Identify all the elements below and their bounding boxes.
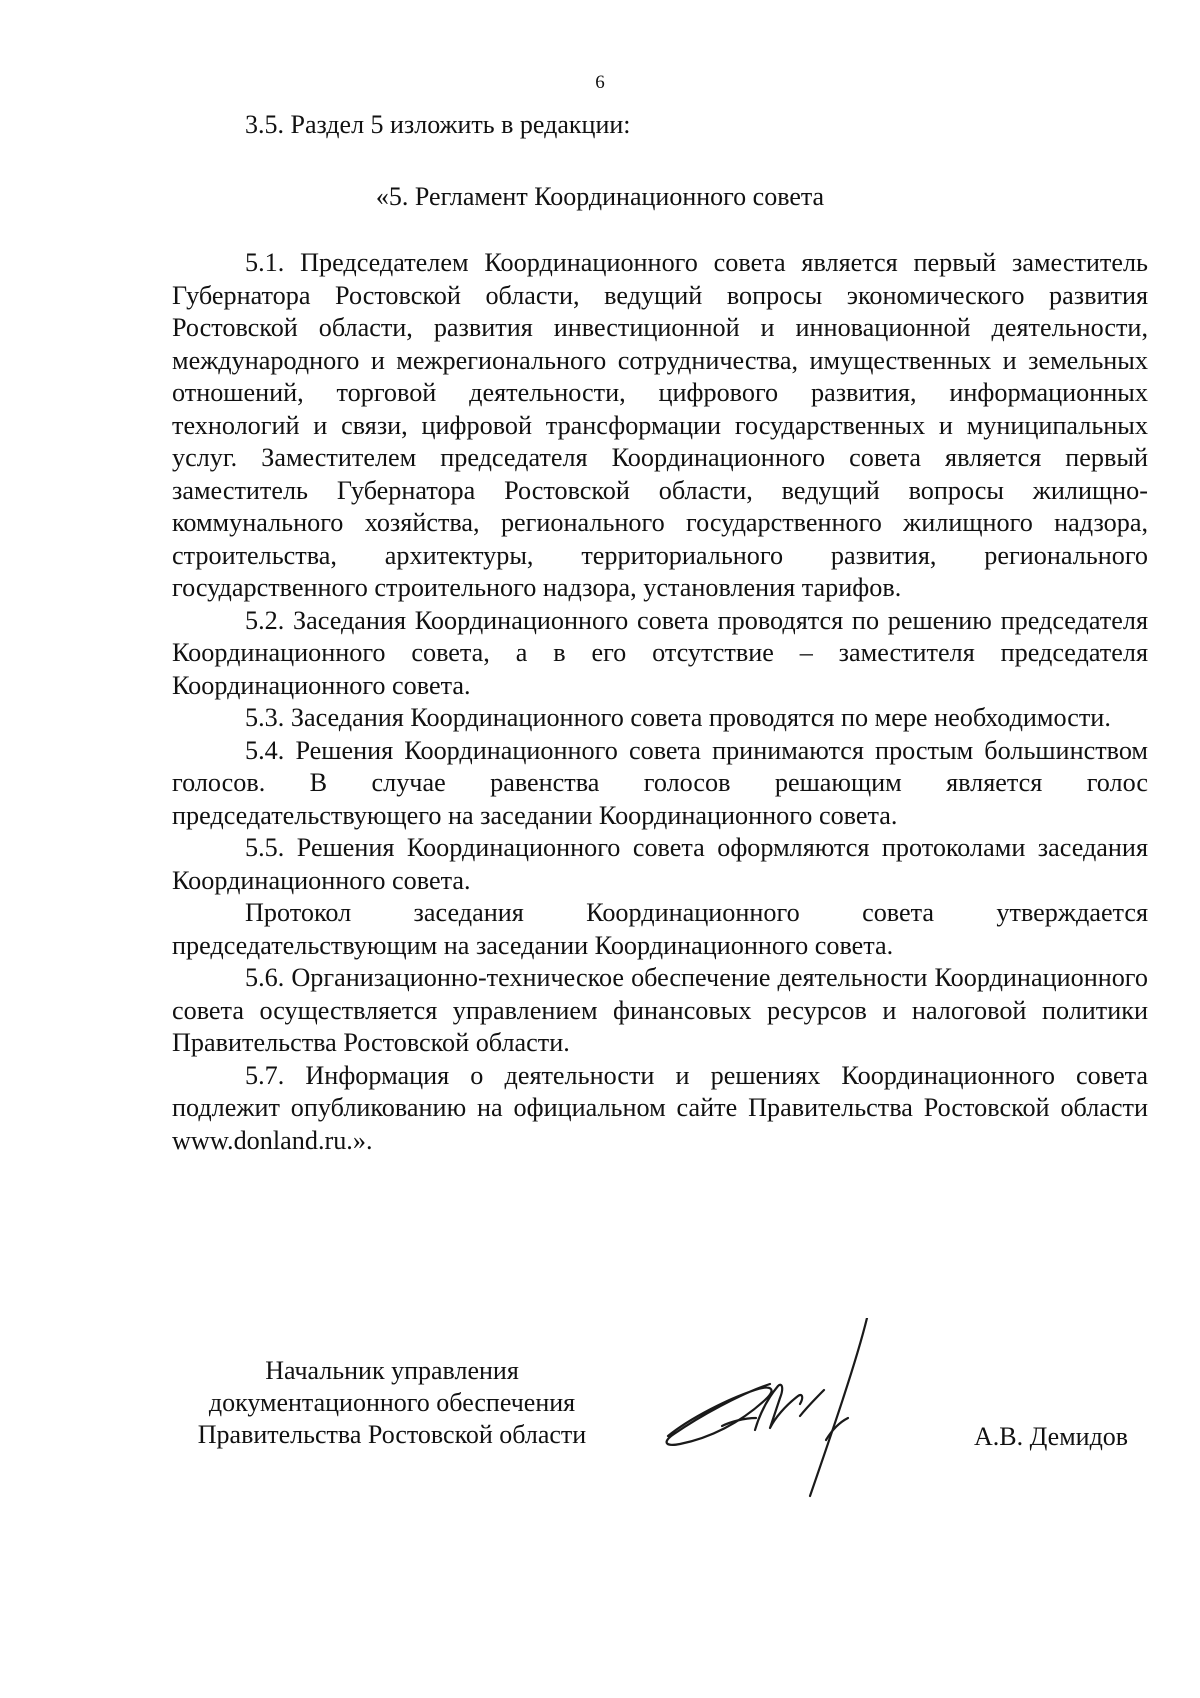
intro-line: 3.5. Раздел 5 изложить в редакции: bbox=[245, 110, 631, 139]
signer-name: А.В. Демидов bbox=[974, 1422, 1129, 1451]
document-body bbox=[172, 247, 1148, 1157]
paragraph-protocol: Протокол заседания Координационного совета утверждается председательствующим на заседании Координационного совета. bbox=[172, 898, 1148, 960]
paragraph-5-7: 5.7. Информация о деятельности и решениях Координационного совета подлежит опубликованию на официальном сайте Правительства Ростовской области www.donland.ru.». bbox=[172, 1060, 1148, 1155]
paragraph-5-1: 5.1. Председателем Координационного совета является первый заместитель Губернатора Ростовской области, ведущий вопросы экономического развития Ростовской области, развития инвестиционной и инновационной деятельности, международного и межрегионального сотрудничества, имущественных и земельных отношений, торговой деятельности, цифрового развития, информационных технологий и связи, цифровой трансформации государственных и муниципальных услуг. Заместителем председателя Координационного совета является первый заместитель Губернатора Ростовской области, ведущий вопросы жилищно-коммунального хозяйства, регионального государственного жилищного надзора, строительства, архитектуры, территориального развития, регионального государственного строительного надзора, установления тарифов. bbox=[172, 248, 1148, 602]
handwritten-signature-icon bbox=[660, 1318, 960, 1508]
position-line: документационного обеспечения bbox=[208, 1388, 576, 1417]
paragraph-5-3: 5.3. Заседания Координационного совета проводятся по мере необходимости. bbox=[245, 703, 1111, 732]
position-line: Начальник управления bbox=[265, 1356, 519, 1385]
page-number: 6 bbox=[595, 72, 605, 93]
paragraph-5-5: 5.5. Решения Координационного совета оформляются протоколами заседания Координационного совета. bbox=[172, 833, 1148, 895]
position-line: Правительства Ростовской области bbox=[197, 1420, 587, 1449]
paragraph-5-2: 5.2. Заседания Координационного совета проводятся по решению председателя Координационного совета, а в его отсутствие – заместителя председателя Координационного совета. bbox=[172, 605, 1148, 700]
paragraph-5-4: 5.4. Решения Координационного совета принимаются простым большинством голосов. В случае равенства голосов решающим является голос председательствующего на заседании Координационного совета. bbox=[172, 735, 1148, 830]
section-title: «5. Регламент Координационного совета bbox=[375, 182, 825, 211]
signatory-position bbox=[172, 1355, 612, 1451]
paragraph-5-6: 5.6. Организационно-техническое обеспечение деятельности Координационного совета осуществляется управлением финансовых ресурсов и налоговой политики Правительства Ростовской области. bbox=[172, 963, 1148, 1057]
